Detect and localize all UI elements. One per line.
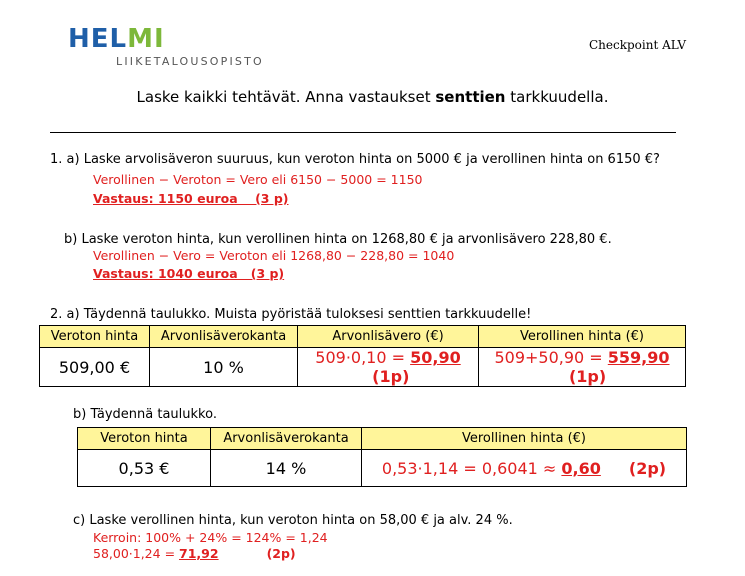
q2b-table: [77, 427, 687, 487]
q2a-price: 509,00 €: [40, 348, 150, 387]
q2b-calc: 0,53·1,14 = 0,6041 ≈: [381, 458, 562, 478]
q2a-vat-result: 50,90: [410, 348, 461, 367]
q2a-table: [39, 325, 686, 387]
q2c-work: Kerroin: 100% + 24% = 124% = 1,24: [93, 530, 328, 545]
q2b-header-rate: Arvonlisäverokanta: [211, 428, 362, 450]
q1b-answer: Vastaus: 1040 euroa (3 p): [93, 266, 285, 281]
logo-accent-text: MI: [127, 24, 165, 54]
q1b-work: Verollinen − Vero = Veroton eli 1268,80 − 228,80 = 1040: [93, 248, 455, 263]
q1a-answer: Vastaus: 1150 euroa (3 p): [93, 191, 289, 206]
q2b-gross-cell: [362, 450, 687, 487]
q2a-header-vat: Arvonlisävero (€): [298, 326, 479, 348]
q2a-header-gross: Verollinen hinta (€): [479, 326, 686, 348]
q2a-gross-result: 559,90: [607, 348, 670, 367]
instruction-post: tarkkuudella.: [505, 88, 609, 106]
q2b-header-net: Veroton hinta: [78, 428, 211, 450]
q2b-points: (2p): [628, 458, 667, 478]
logo-subtitle: LIIKETALOUSOPISTO: [116, 55, 264, 68]
q2a-header-net: Veroton hinta: [40, 326, 150, 348]
q2b-label: b) Täydennä taulukko.: [73, 407, 217, 422]
instruction-bold: senttien: [435, 88, 506, 106]
q2b-rate: 14 %: [211, 450, 362, 487]
q2b-result: 0,60: [561, 458, 601, 478]
q2a-rate: 10 %: [150, 348, 298, 387]
divider-line: [50, 132, 676, 133]
document-title: Checkpoint ALV: [589, 38, 686, 52]
q1b-question: b) Laske veroton hinta, kun verollinen hinta on 1268,80 € ja arvonlisävero 228,80 €.: [64, 232, 612, 247]
q2a-gross-cell: [479, 348, 686, 387]
q2a-question: 2. a) Täydennä taulukko. Muista pyöristää tuloksesi senttien tarkkuudelle!: [50, 307, 532, 322]
q2b-header-gross: Verollinen hinta (€): [362, 428, 687, 450]
logo-main-text: HEL: [68, 24, 128, 54]
q2a-vat-points: (1p): [366, 367, 410, 386]
q2b-price: 0,53 €: [78, 450, 211, 487]
q2a-vat-cell: [298, 348, 479, 387]
q2c-calc: 58,00·1,24 =: [93, 546, 180, 561]
logo: [68, 24, 165, 54]
q1a-question: 1. a) Laske arvolisäveron suuruus, kun veroton hinta on 5000 € ja verollinen hinta on 6150 €?: [50, 152, 660, 167]
instruction: [0, 88, 745, 106]
q2a-vat-calc: 509·0,10 =: [315, 348, 411, 367]
q2a-header-rate: Arvonlisäverokanta: [150, 326, 298, 348]
q2c-result: 71,92: [179, 546, 219, 561]
q2c-points: (2p): [266, 546, 296, 561]
instruction-pre: Laske kaikki tehtävät. Anna vastaukset: [136, 88, 436, 106]
q2c-calc-line: [93, 546, 296, 561]
q2c-question: c) Laske verollinen hinta, kun veroton hinta on 58,00 € ja alv. 24 %.: [73, 513, 513, 528]
q1a-work: Verollinen − Veroton = Vero eli 6150 − 5000 = 1150: [93, 172, 423, 187]
q2a-gross-calc: 509+50,90 =: [494, 348, 608, 367]
q2a-gross-points: (1p): [557, 367, 607, 386]
